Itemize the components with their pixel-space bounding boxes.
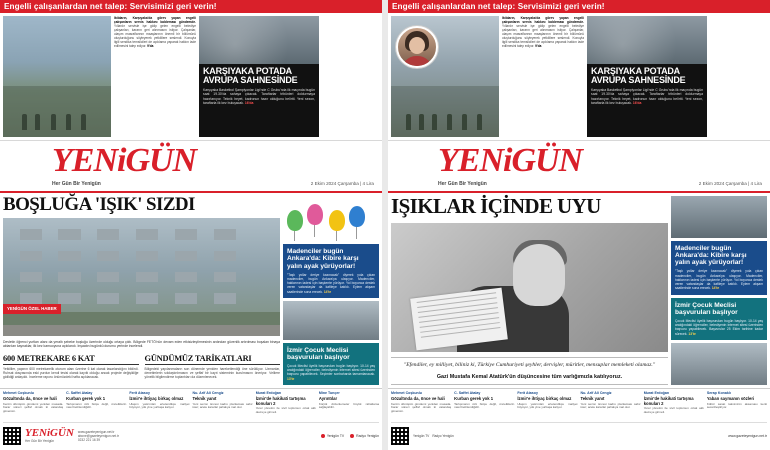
columnist-name: Serap Konaklı: [706, 391, 731, 395]
sidebar-item-text: "Taşlı yollar deriye kazınacak" diyerek yola çıkan madenciler, bugün Ankara'ya ulaşıyor. Madenciler, haklarının iadesi için başkente yürüyor. Yol boyunca destek veren vatandaşlar da kafileye katıldı. Eylem akşam saatlerinde sona erecek.: [287, 272, 375, 294]
footer-links[interactable]: [321, 434, 379, 438]
columnist-text: Yeni sezon öncesi kadro planlaması sabır ister; acele kararlar pahalıya mal olur.: [580, 401, 641, 410]
sidebar-item-text: Çocuk Meclisi üyelik başvuruları bugün başlıyor. 10-14 yaş aralığındaki öğrenciler, belediyenin internet sitesi üzerinden başvuru yapabilecek. Başvurular 25 Ekim tarihine kadar sürecek.: [675, 318, 763, 336]
columnist-entry[interactable]: [707, 392, 767, 420]
issue-meta-left: 2 Ekim 2024 Çarşamba | 4 Lira: [310, 181, 374, 186]
sidebar-item-miners[interactable]: [283, 244, 379, 298]
page-deck-left: Devletin öğrenci yurtları alanı da yeraltı şebeke boşluğu üzerinde olduğu ortaya çıktı. Bölgede FETÖ'nün devam eden etkisizleştirmesinin ardından güvenlik artırılması boşalan binaya aktarılan kaynaklar, ilk kez kamuoyuna açıklandı. İnşaatın bugünkü durumu yerinde incelendi.: [3, 339, 280, 349]
columnist-text: Yeni sezon öncesi kadro planlaması sabır ister; acele kararlar pahalıya mal olur.: [192, 401, 253, 410]
columnist-headline: İzmir'de hakikati tartışma konuları 2: [643, 395, 694, 406]
columnist-name: Ferit Atasoy: [517, 391, 538, 395]
columnist-entry[interactable]: [129, 392, 189, 420]
photo-badge-left: YENİGÜN ÖZEL HABER: [3, 304, 61, 314]
columnist-name: C. Saffet Atalay: [454, 391, 481, 395]
columnist-name: Murat Erdoğan: [643, 391, 670, 395]
sidebar-item-tag: 14'te: [711, 286, 720, 291]
page-body-left: [0, 193, 382, 388]
columnist-entry[interactable]: [517, 392, 577, 420]
sidebar-item-text: Çocuk Meclisi üyelik başvuruları bugün başlıyor. 10-14 yaş aralığındaki öğrenciler, belediyenin internet sitesi üzerinden başvuru yapabilecek. Seçimler sonbaharda tamamlanacak.: [287, 363, 375, 377]
sidebar-photo-top-right: [671, 196, 767, 238]
top-article-tag: 9'da: [535, 44, 542, 49]
sidebar-item-title: İzmir Çocuk Meclisi başvuruları başlıyor: [287, 346, 350, 361]
columnist-text: Yerel yönetim ile sivil toplumun ortak aklı devreye girmeli.: [255, 406, 316, 414]
columnist-entry[interactable]: [581, 392, 641, 420]
brand-slogan: Her Gün Bir Yenigün: [438, 181, 487, 187]
issue-meta-right: 2 Ekim 2024 Çarşamba | 4 Lira: [698, 181, 762, 186]
columnist-headline: İzmir'de hakikati tartışma konuları 2: [255, 395, 306, 406]
newspaper-page-left: [0, 0, 382, 450]
sidebar-left: [283, 196, 379, 385]
sidebar-item-miners[interactable]: [671, 241, 767, 295]
sidebar-right: [671, 196, 767, 385]
footer-website[interactable]: www.gazeteyenigun.net.tr: [77, 429, 115, 434]
subsection-text: Bölgedeki yapılanmaların son dönemde yeniden hareketlendiği öne sürülüyor. Uzmanlar, denetimlerin sıkılaştırılmasını ve şeffaf bir kayıt sisteminin kurulmasını öneriyor. Velilere yönelik bilgilendirme toplantıları da düzenlenecek.: [144, 366, 280, 380]
columnist-text: Yerel yönetim ile sivil toplumun ortak aklı devreye girmeli.: [643, 406, 704, 414]
columnist-text: Kentin dönüşüm gündemi yeniden masada. Karar süreci şeffaf olmalı ki vatandaş güvensin.: [3, 401, 64, 414]
footer-link-tv[interactable]: Yenigün TV: [413, 434, 430, 438]
columnist-entry[interactable]: [66, 392, 126, 420]
main-column-right: [391, 196, 668, 385]
top-banner-right: Engelli çalışanlardan net talep: Servisimizi geri verin!: [388, 0, 770, 13]
columnist-text: Ulaşım yatırımları ertelendikçe maliyet büyüyor, yük yine yurttaşa kalıyor.: [517, 401, 578, 410]
columnist-name: C. Saffet Atalay: [66, 391, 93, 395]
sidebar-photo-bottom-right: [671, 343, 767, 385]
brand-slogan: Her Gün Bir Yenigün: [52, 181, 101, 187]
footer-logo: YENiGÜN: [25, 427, 74, 440]
columnist-headline: Yaban saymanın sözleri: [706, 395, 755, 401]
sidebar-item-text: "Taşlı yollar deriye kazınacak" diyerek yola çıkan madenciler, bugün Ankara'ya ulaşıyor. Madenciler, haklarının iadesi için başkente yürüyor. Yol boyunca destek veren vatandaşlar da kafileye katıldı. Eylem akşam saatlerinde sona erecek.: [675, 269, 763, 291]
sidebar-item-title: İzmir Çocuk Meclisi başvuruları başlıyor: [675, 301, 738, 316]
qr-code-icon[interactable]: [3, 427, 21, 445]
columnist-entry[interactable]: [256, 392, 316, 420]
columnist-headline: Gözaltında da, önce ve hali: [3, 395, 57, 401]
brand-title: YENiGÜN: [52, 142, 197, 179]
sidebar-item-title: Madenciler bugün Ankara'da: Kibire karşı yalın ayak yürüyorlar!: [287, 248, 359, 270]
columnist-text: Kültür sanat takviminin aksaması kenti sessizleştiriyor.: [706, 401, 768, 410]
masthead-right: [388, 141, 770, 193]
subsection-title: 600 METREKARE 6 KAT: [3, 354, 139, 365]
sidebar-item-tag: 13'te: [688, 331, 696, 336]
top-photo-left: [3, 16, 111, 137]
avatar: [396, 26, 438, 68]
sidebar-photo-left: [283, 301, 379, 340]
subsections-left: [3, 354, 280, 380]
columnist-name: Murat Erdoğan: [255, 391, 282, 395]
balloons-decoration: [283, 196, 379, 241]
qr-code-icon[interactable]: [391, 427, 409, 445]
newspaper-page-right: [388, 0, 770, 450]
columnist-headline: Kurban gerek yok 1: [66, 395, 106, 401]
columnist-headline: Kurban gerek yok 1: [454, 395, 494, 401]
subsection: [145, 354, 281, 380]
columnist-text: Ulaşım yatırımları ertelendikçe maliyet büyüyor, yük yine yurttaşa kalıyor.: [129, 401, 190, 410]
columnist-name: Mehmet Coşkunlu: [391, 391, 422, 395]
columnist-entry[interactable]: [319, 392, 379, 420]
sidebar-item-tag: 14'te: [323, 289, 332, 294]
top-article-lead: İktidarın, Karşıyaka'da görev yapan engelli çalışanların servis hakkını kaldırması gündemde.: [114, 16, 196, 25]
promo-photo: [199, 16, 319, 64]
columnist-name: Nu. Arif Ali Cengiz: [580, 391, 612, 395]
page-headline-right: IŞIKLAR İÇİNDE UYU: [391, 194, 601, 218]
promo-text: Karşıyaka Basketbol Şampiyonlar Ligi'nde C Grubu'nda ilk maçında bugün saat 19.30'da sahaya çıkacak. Taraftarlar tribünleri doldurmaya hazırlanıyor. Teknik heyet, kadronun hazır olduğunu belirtti. Yeni sezon, taraftarla ilk kez buluşacak.: [203, 87, 315, 106]
top-article-body: Yıllardır servisle işe gidip gelen engelli belediye çalışanları, kararın geri alınmasını istiyor. Çalışanlar, ulaşım masraflarının maaşlarının önemli bir bölümünü oluşturduğunu söyleyerek yetkililere seslendi. Konuyla ilgili sendika temsilcileri de açıklama yaparak hakkın iade edilmesini talep ediyor.: [114, 24, 196, 49]
subsection-title: GÜNDÜMÜZ TARİKATLARI: [145, 354, 281, 365]
footer-social[interactable]: [413, 434, 454, 438]
columnist-headline: Ayrıntılar: [318, 395, 338, 401]
footer-link-radio[interactable]: Radyo Yenigün: [350, 434, 379, 438]
promo-text: Karşıyaka Basketbol Şampiyonlar Ligi'nde C Grubu'nda ilk maçında bugün saat 19.30'da sahaya çıkacak. Taraftarlar tribünleri doldurmaya hazırlanıyor. Teknik heyet, kadronun hazır olduğunu belirtti. Yeni sezon, taraftarla ilk kez buluşacak.: [591, 87, 703, 106]
footer-contact-right[interactable]: [728, 434, 767, 438]
columnist-entry[interactable]: [644, 392, 704, 420]
portrait-photo-ataturk: [391, 223, 668, 352]
top-banner-left: Engelli çalışanlardan net talep: Servisimizi geri verin!: [0, 0, 382, 13]
footer-email[interactable]: abone@gazeteyenigun.net.tr: [77, 433, 119, 438]
sidebar-item-children-council[interactable]: [283, 343, 379, 385]
brand-title: YENiGÜN: [438, 142, 583, 179]
footer-phone[interactable]: 0232 221 16 39: [77, 438, 101, 443]
page-headline-left: BOŞLUĞA 'IŞIK' SIZDI: [3, 194, 195, 215]
footer-link-radio[interactable]: Radyo Yenigün: [432, 434, 454, 438]
top-promo-right[interactable]: [587, 16, 707, 137]
top-strip-right: [388, 0, 770, 141]
columnist-entry[interactable]: [193, 392, 253, 420]
sidebar-item-children-council[interactable]: [671, 298, 767, 340]
columnist-entry[interactable]: [454, 392, 514, 420]
sidebar-item-title: Madenciler bugün Ankara'da: Kibire karşı yalın ayak yürüyorlar!: [675, 244, 747, 267]
columnist-name: Mine Tunçer: [318, 391, 340, 395]
columnist-headline: İzmir'e ihtiyaç birkaç olmaz: [517, 395, 572, 401]
promo-photo: [587, 16, 707, 64]
columnist-headline: Teknik yanıt: [580, 395, 605, 401]
quote-attribution: Gazi Mustafa Kemal Atatürk'ün düşüncesine tüm varlığımızla katılıyoruz.: [436, 374, 623, 380]
promo-tag: 16'da: [244, 101, 254, 106]
top-article-tag: 9'da: [147, 44, 154, 49]
lead-photo-left: [3, 218, 280, 336]
top-article-right: [502, 16, 584, 137]
promo-title: KARŞIYAKA POTADA AVRUPA SAHNESİNDE: [591, 66, 686, 86]
footer-right: [391, 422, 767, 447]
promo-title: KARŞIYAKA POTADA AVRUPA SAHNESİNDE: [203, 66, 298, 86]
columnist-headline: Gözaltında da, önce ve hali: [391, 395, 445, 401]
subsection: [3, 354, 139, 380]
promo-tag: 16'da: [632, 101, 642, 106]
columnist-headline: İzmir'e ihtiyaç birkaç olmaz: [129, 395, 184, 401]
top-article-lead: İktidarın, Karşıyaka'da görev yapan engelli çalışanların servis hakkını kaldırması gündemde.: [502, 16, 584, 25]
sidebar-item-tag: 13'te: [287, 376, 295, 381]
quote-text: "Efendiler, ey milliyet, biliniz ki, Türkiye Cumhuriyeti şeyhler, dervişler, müritler, mensuplar memleketi olamaz.": [403, 362, 656, 369]
columnist-name: Nu. Arif Ali Cengiz: [192, 391, 224, 395]
columnist-text: Tartışmanın özü bütçe değil, önceliklerin nasıl belirlendiğidir.: [66, 401, 127, 410]
columnist-text: Kentin dönüşüm gündemi yeniden masada. Karar süreci şeffaf olmalı ki vatandaş güvensin.: [391, 401, 452, 414]
main-column-left: [3, 196, 280, 385]
footer-left: [3, 422, 379, 447]
footer-contact[interactable]: [78, 430, 119, 442]
masthead-left: [0, 141, 382, 193]
columnist-headline: Teknik yanıt: [192, 395, 217, 401]
top-strip-left: [0, 0, 382, 141]
footer-website[interactable]: www.gazeteyenigun.net.tr: [728, 434, 767, 438]
columnists-strip-right: [388, 388, 770, 450]
columnist-name: Mehmet Coşkunlu: [3, 391, 34, 395]
footer-link-tv[interactable]: Yenigün TV: [321, 434, 344, 438]
quote-block: [391, 357, 668, 385]
footer-slogan: Her Gün Bir Yenigün: [25, 439, 55, 444]
columnist-text: Tartışmanın özü bütçe değil, önceliklerin nasıl belirlendiğidir.: [454, 401, 515, 410]
columnist-name: Ferit Atasoy: [129, 391, 150, 395]
columnist-entry[interactable]: [3, 392, 63, 420]
subsection-text: Yetkililer, yapının 600 metrekarelik oturum alanı üzerine 6 kat olarak tasarlandığını bildirdi. Ruhsat dosyasında eski yurdun kendi tesisi olarak kayıtlı olduğu ancak projede değişikliğe gidildiği anlaşıldı. İnceleme raporu önümüzdeki hafta açıklanacak.: [3, 366, 139, 380]
top-article-body: Yıllardır servisle işe gidip gelen engelli belediye çalışanları, kararın geri alınmasını istiyor. Çalışanlar, ulaşım masraflarının maaşlarının önemli bir bölümünü oluşturduğunu söyleyerek yetkililere seslendi. Konuyla ilgili sendika temsilcileri de açıklama yaparak hakkın iade edilmesini talep ediyor.: [502, 24, 584, 49]
columnist-text: Küçük düzenlemeler büyük rahatlama sağlayabilir.: [318, 401, 380, 410]
top-article-left: [114, 16, 196, 137]
columnists-strip-left: [0, 388, 382, 450]
columnist-entry[interactable]: [391, 392, 451, 420]
top-promo-left[interactable]: [199, 16, 319, 137]
page-body-right: [388, 193, 770, 388]
